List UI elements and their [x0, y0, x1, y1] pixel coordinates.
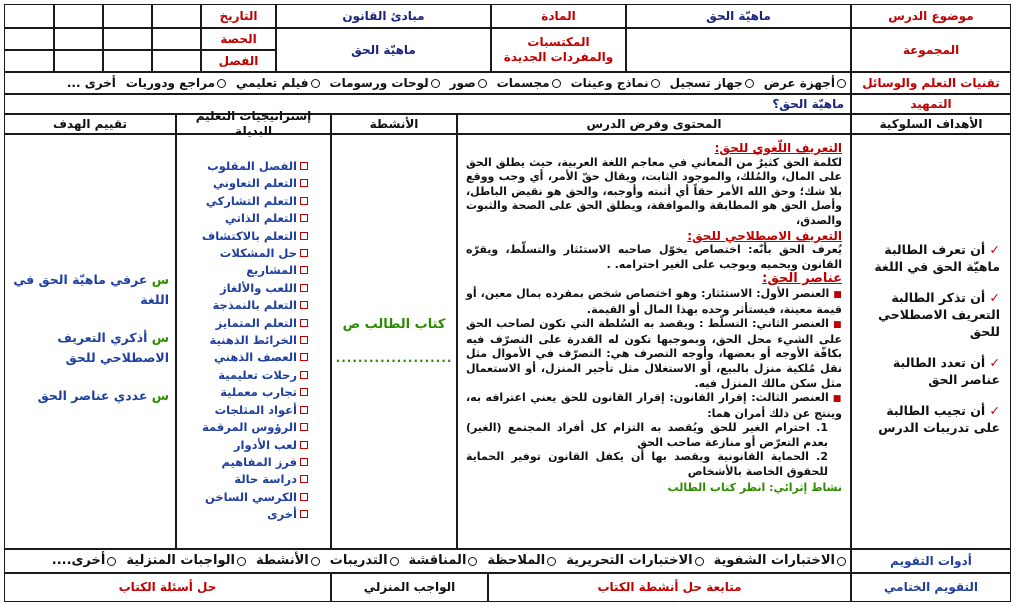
strategy-item[interactable] [177, 419, 308, 436]
goal-item: ✓ أن تعدد الطالبة عناصر الحق [892, 355, 1000, 387]
radio-circle-icon [837, 557, 846, 566]
eval-question: س عرفي ماهيّة الحق في اللغة [13, 271, 169, 307]
elements-title: عناصر الحق: [762, 271, 842, 287]
date-box [4, 4, 54, 28]
strategy-item[interactable] [177, 402, 308, 419]
period-box [103, 28, 152, 50]
assessment-option[interactable]: الأنشطة [256, 553, 320, 569]
strategy-label: الكرسي الساخن [205, 489, 297, 504]
strategy-list [177, 158, 308, 524]
assessment-option[interactable]: المناقشة [409, 553, 478, 569]
element-3-item-1: 1. احترام الغير للحق ويُقصد به التزام كل أفراد المجتمع (الغير) بعدم التعرّض أو منازعة صاحب الحق [466, 421, 828, 449]
class-label: الفصل [201, 50, 276, 72]
checkbox-icon [300, 266, 308, 274]
checkbox-icon [300, 388, 308, 396]
lesson-topic-label: موضوع الدرس [851, 4, 1011, 28]
class-box [54, 50, 103, 72]
enrich-activity: نشاط إثرائي: انظر كتاب الطالب [667, 480, 842, 494]
checkbox-icon [300, 197, 308, 205]
radio-circle-icon [431, 79, 440, 88]
strategy-label: حل المشكلات [219, 246, 297, 261]
radio-circle-icon [237, 557, 246, 566]
checkbox-icon [300, 284, 308, 292]
element-1: ■العنصر الأول: الاستئثار: وهو اختصاص شخص بمفرده بمال معين، أو قيمة معينة، فيستأثر وحده بهذا المال أو القيمة. [466, 286, 842, 316]
strategy-item[interactable] [177, 367, 308, 384]
strategy-item[interactable] [177, 297, 308, 314]
strategy-label: تجارب معملية [220, 385, 297, 400]
assessment-option[interactable]: الاختبارات الشفوية [714, 553, 846, 569]
checkbox-icon [300, 162, 308, 170]
class-box [103, 50, 152, 72]
assessment-label: أدوات التقويم [851, 549, 1011, 573]
activities-header: الأنشطة [331, 114, 457, 134]
strategy-label: التعلم المتمايز [215, 315, 297, 330]
strategy-item[interactable] [177, 262, 308, 279]
period-box [152, 28, 201, 50]
gains-label: المكتسبات والمفردات الجديدة [491, 28, 626, 72]
lang-def-title: التعريف اللّغوي للحق: [714, 141, 842, 155]
strategy-item[interactable] [177, 437, 308, 454]
strategy-label: التعلم التعاوني [212, 176, 297, 191]
checkbox-icon [300, 179, 308, 187]
group-label: المجموعة [851, 28, 1011, 72]
element-3-item-2: 2. الحماية القانونية ويقصد بها أن يكفل القانون توفير الحماية للحقوق الخاصة بالأشخاص [466, 450, 828, 479]
checkbox-icon [300, 249, 308, 257]
class-box [4, 50, 54, 72]
technique-option[interactable]: جهاز تسجيل [670, 76, 754, 91]
strategy-item[interactable] [177, 158, 308, 175]
radio-circle-icon [552, 79, 561, 88]
term-def-title: التعريف الاصطلاحي للحق: [687, 228, 842, 243]
gains-value: ماهيّة الحق [276, 28, 491, 72]
strategy-label: الخرائط الذهنية [209, 333, 297, 348]
strategy-item[interactable] [177, 175, 308, 192]
checkbox-icon [300, 510, 308, 518]
element-3: ■العنصر الثالث: إقرار القانون: إقرار القانون للحق يعني اعترافه به، وينتج عن ذلك أمران هما: [466, 391, 842, 420]
technique-option[interactable]: مراجع ودوريات [126, 76, 226, 91]
strategy-label: التعلم بالاكتشاف [201, 228, 297, 243]
final-solve: حل أسئلة الكتاب [4, 573, 331, 602]
intro-label: التمهيد [851, 94, 1011, 114]
strategy-item[interactable] [177, 506, 308, 523]
assessment-options [4, 549, 851, 573]
final-follow: متابعة حل أنشطة الكتاب [488, 573, 851, 602]
date-box [103, 4, 152, 28]
radio-circle-icon [478, 79, 487, 88]
strategy-item[interactable] [177, 280, 308, 297]
goal-item: ✓ أن تجيب الطالبة على تدريبات الدرس [878, 403, 1000, 435]
strategy-item[interactable] [177, 193, 308, 210]
checkbox-icon [300, 214, 308, 222]
goals-header: الأهداف السلوكية [851, 114, 1011, 134]
technique-option[interactable]: أجهزة عرض [764, 76, 846, 91]
strategy-label: التعلم الذاتي [225, 211, 297, 226]
assessment-option[interactable]: أخرى.... [52, 553, 117, 569]
eval-question: س أذكري التعريف الاصطلاحي للحق [57, 329, 169, 365]
checkbox-icon [300, 458, 308, 466]
assessment-option[interactable]: الواجبات المنزلية [126, 553, 246, 569]
radio-circle-icon [651, 79, 660, 88]
activities-cell [331, 134, 457, 549]
subject-label: المادة [491, 4, 626, 28]
goal-item: ✓ أن تذكر الطالبة التعريف الاصطلاحي للحق [878, 290, 1000, 339]
checkbox-icon [300, 232, 308, 240]
techniques-label: تقنيات التعلم والوسائل [851, 72, 1011, 94]
radio-circle-icon [695, 557, 704, 566]
strategy-label: التعلم بالنمذجة [212, 298, 297, 313]
assessment-option[interactable]: الملاحظة [487, 553, 556, 569]
checkbox-icon [300, 423, 308, 431]
strategy-item[interactable] [177, 245, 308, 262]
checkbox-icon [300, 441, 308, 449]
technique-option[interactable]: صور [450, 76, 487, 91]
radio-circle-icon [745, 79, 754, 88]
date-box [152, 4, 201, 28]
final-label: التقويم الختامي [851, 573, 1011, 602]
assessment-option[interactable]: الاختبارات التحريرية [566, 553, 703, 569]
strategy-label: لعب الأدوار [233, 437, 297, 452]
strategy-label: التعلم التشاركي [205, 193, 297, 208]
element-2: ■العنصر الثاني: التسلّط : ويقصد به السُلطة التي تكون لصاحب الحق على الشيء محل الحق، وبموجبها تكون له القدرة على التصرّف فيه بكافّة الأوجه أو بعضها، وأوجه التصرف هي: التصرّف في الأموال مثل نقل مُلكية منزل بالبيع، أو الاستغلال مثل تأجير المنزل، أو الاستعمال مثل سكن مالك المنزل فيه. [466, 317, 842, 390]
strategy-label: أعواد المثلجات [214, 402, 297, 417]
checkbox-icon [300, 406, 308, 414]
strategy-label: اللعب والألغاز [219, 280, 297, 295]
checkbox-icon [300, 301, 308, 309]
radio-circle-icon [217, 79, 226, 88]
checkbox-icon [300, 371, 308, 379]
strategy-label: دراسة حالة [234, 472, 297, 487]
checkbox-icon [300, 493, 308, 501]
strategies-header: إستراتيجيات التعليم البديلة [176, 114, 331, 134]
goals-cell [851, 134, 1011, 549]
radio-circle-icon [107, 557, 116, 566]
checkbox-icon [300, 336, 308, 344]
subject-value: مبادئ القانون [276, 4, 491, 28]
date-label: التاريخ [201, 4, 276, 28]
period-box [54, 28, 103, 50]
strategy-label: الفصل المقلوب [207, 159, 297, 173]
lang-def-text: لكلمة الحق كثيرٌ من المعاني في معاجم اللغة العربية، حيث يطلق الحق على المال، والمُلك، والموجود الثابت، ويقال حقّ الأمر، أي وجب ووقع بلا شك؛ وحق الله الأمر حقاً أي أثبته وأوجبه، والحق هو نقيض الباطل، وأصل الحق هو المطابقة والموافقة، ويطلق الحق على الصحة والثبوت والصدق، [466, 155, 842, 227]
strategies-cell [176, 134, 331, 549]
strategy-item[interactable] [177, 454, 308, 471]
strategy-label: رحلات تعليمية [218, 367, 297, 382]
intro-value: ماهيّة الحق؟ [4, 94, 851, 114]
content-header: المحتوى وفرض الدرس [457, 114, 851, 134]
technique-option[interactable]: فيلم تعليمي [236, 76, 320, 91]
radio-circle-icon [311, 79, 320, 88]
technique-option[interactable]: لوحات ورسومات [330, 76, 440, 91]
strategy-item[interactable] [177, 489, 308, 506]
evaluation-cell [4, 134, 176, 549]
checkbox-icon [300, 475, 308, 483]
strategy-item[interactable] [177, 349, 308, 366]
checkbox-icon [300, 353, 308, 361]
period-box [4, 28, 54, 50]
checkbox-icon [300, 319, 308, 327]
radio-circle-icon [390, 557, 399, 566]
activity-book: كتاب الطالب ص [342, 316, 446, 332]
content-cell [457, 134, 851, 549]
radio-circle-icon [547, 557, 556, 566]
evaluation-header: تقييم الهدف [4, 114, 176, 134]
technique-option[interactable]: مجسمات [497, 76, 561, 91]
strategy-item[interactable] [177, 228, 308, 245]
radio-circle-icon [311, 557, 320, 566]
group-value [626, 28, 851, 72]
strategy-item[interactable] [177, 315, 308, 332]
lesson-topic-value: ماهيّة الحق [626, 4, 851, 28]
assessment-option[interactable]: التدريبات [330, 553, 399, 569]
radio-circle-icon [837, 79, 846, 88]
strategy-label: فرز المفاهيم [221, 454, 297, 469]
strategy-item[interactable] [177, 332, 308, 349]
eval-question: س عددي عناصر الحق [37, 387, 169, 403]
date-box [54, 4, 103, 28]
class-box [152, 50, 201, 72]
technique-option[interactable]: نماذج وعينات [571, 76, 660, 91]
strategy-item[interactable] [177, 471, 308, 488]
period-label: الحصة [201, 28, 276, 50]
goal-item: ✓ أن تعرف الطالبة ماهيّة الحق في اللغة [874, 242, 1000, 274]
lesson-plan [4, 4, 1011, 602]
strategy-label: العصف الذهني [214, 350, 297, 365]
strategy-label: الرؤوس المرقمة [202, 420, 297, 435]
activity-dots: ..................... [335, 351, 453, 366]
strategy-label: المشاريع [246, 263, 297, 278]
strategy-item[interactable] [177, 210, 308, 227]
final-homework: الواجب المنزلي [331, 573, 488, 602]
techniques-options [4, 72, 851, 94]
strategy-item[interactable] [177, 384, 308, 401]
radio-circle-icon [468, 557, 477, 566]
term-def-text: يُعرف الحق بأنّه: اختصاص يخوّل صاحبه الاستئثار والتسلّط، ويقرّه القانون ويحميه ويوجب على الغير احترامه. . [466, 243, 842, 271]
technique-option[interactable]: أخرى ... [66, 75, 116, 90]
strategy-label: أخرى [267, 507, 297, 522]
